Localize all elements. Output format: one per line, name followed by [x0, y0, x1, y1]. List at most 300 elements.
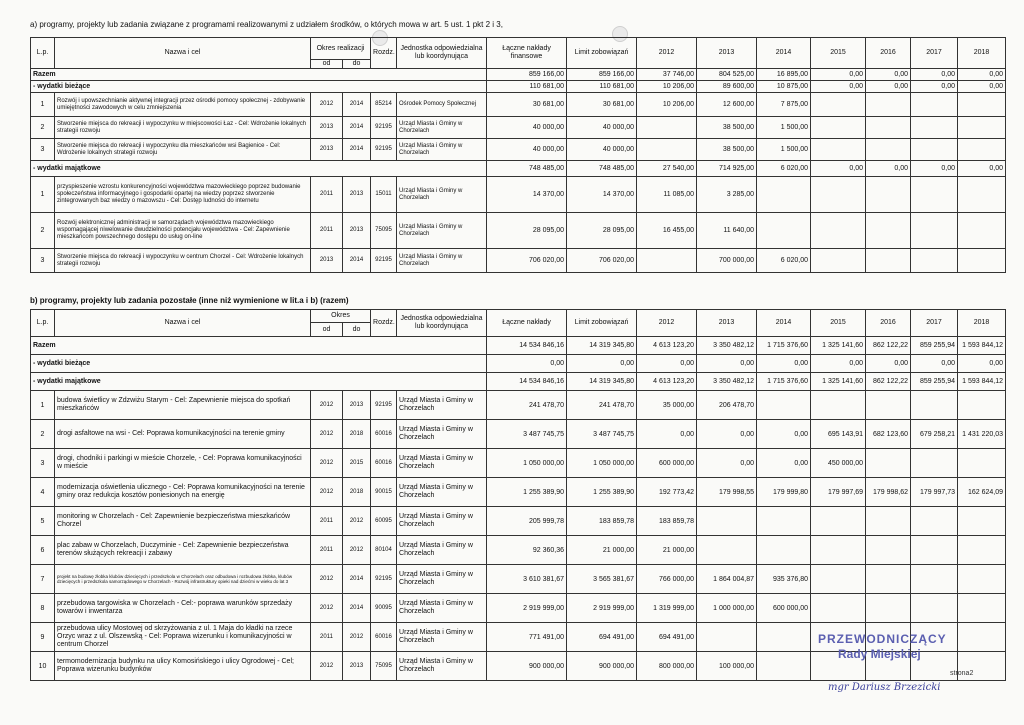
year-cell: 0,00 — [866, 69, 911, 81]
row-number: 3 — [31, 139, 55, 161]
project-name: plac zabaw w Chorzelach, Duczyminie - Cel: Zapewnienie bezpieczeństwa terenów służących rekreacji i zabawy — [55, 536, 311, 565]
year-cell: 4 613 123,20 — [637, 337, 697, 355]
total-cell: 859 166,00 — [487, 69, 567, 81]
limit-cell: 28 095,00 — [567, 213, 637, 249]
summary-label: - wydatki majątkowe — [31, 161, 487, 177]
header-year: 2018 — [958, 38, 1006, 69]
year-cell: 0,00 — [911, 355, 958, 373]
year-cell: 7 875,00 — [757, 93, 811, 117]
end-year: 2014 — [343, 594, 371, 623]
header-year: 2017 — [911, 310, 958, 337]
year-cell — [811, 594, 866, 623]
end-year: 2014 — [343, 249, 371, 273]
total-cell: 241 478,70 — [487, 391, 567, 420]
total-cell: 92 360,36 — [487, 536, 567, 565]
year-cell — [958, 594, 1006, 623]
year-cell: 10 875,00 — [757, 81, 811, 93]
year-cell — [911, 93, 958, 117]
header-year: 2014 — [757, 310, 811, 337]
year-cell — [958, 139, 1006, 161]
summary-label: Razem — [31, 69, 487, 81]
year-cell: 38 500,00 — [697, 117, 757, 139]
year-cell: 1 431 220,03 — [958, 420, 1006, 449]
summary-row — [31, 373, 1006, 391]
year-cell: 682 123,60 — [866, 420, 911, 449]
start-year: 2012 — [311, 391, 343, 420]
limit-cell: 183 859,78 — [567, 507, 637, 536]
start-year: 2012 — [311, 449, 343, 478]
year-cell — [866, 93, 911, 117]
header-lp: L.p. — [31, 38, 55, 69]
responsible-unit: Urząd Miasta i Gminy w Chorzelach — [397, 652, 487, 681]
chapter-code: 15011 — [371, 177, 397, 213]
year-cell — [958, 249, 1006, 273]
year-cell: 179 998,55 — [697, 478, 757, 507]
limit-cell: 748 485,00 — [567, 161, 637, 177]
responsible-unit: Urząd Miasta i Gminy w Chorzelach — [397, 478, 487, 507]
year-cell — [958, 93, 1006, 117]
year-cell: 1 715 376,60 — [757, 373, 811, 391]
chapter-code: 80104 — [371, 536, 397, 565]
total-cell: 14 534 846,16 — [487, 373, 567, 391]
stamp-line-2: Rady Miejskiej — [838, 647, 921, 661]
table-row — [31, 420, 1006, 449]
row-number: 3 — [31, 449, 55, 478]
total-cell: 748 485,00 — [487, 161, 567, 177]
table-section-a — [30, 37, 1006, 273]
year-cell — [757, 507, 811, 536]
header-nazwa: Nazwa i cel — [55, 310, 311, 337]
summary-row — [31, 355, 1006, 373]
year-cell: 700 000,00 — [697, 249, 757, 273]
total-cell: 14 370,00 — [487, 177, 567, 213]
total-cell: 771 491,00 — [487, 623, 567, 652]
project-name: Rozwój elektronicznej administracji w samorządach województwa mazowieckiego wspomagającej niwelowanie dwudzielności potencjału województwa - Cel: Zapewnienie mieszkańcom powszechnego dostępu do usług on-line — [55, 213, 311, 249]
end-year: 2018 — [343, 478, 371, 507]
row-number: 1 — [31, 177, 55, 213]
year-cell: 0,00 — [958, 81, 1006, 93]
year-cell: 1 715 376,60 — [757, 337, 811, 355]
header-laczne: Łączne nakłady — [487, 310, 567, 337]
chapter-code: 92195 — [371, 249, 397, 273]
summary-label: Razem — [31, 337, 487, 355]
limit-cell: 40 000,00 — [567, 117, 637, 139]
project-name: Stworzenie miejsca do rekreacji i wypoczynku w centrum Chorzel - Cel: Wdrożenie lokalnych strategii rozwoju — [55, 249, 311, 273]
year-cell: 6 020,00 — [757, 161, 811, 177]
limit-cell: 110 681,00 — [567, 81, 637, 93]
responsible-unit: Urząd Miasta i Gminy w Chorzelach — [397, 507, 487, 536]
header-year: 2018 — [958, 310, 1006, 337]
year-cell: 862 122,22 — [866, 337, 911, 355]
year-cell — [811, 117, 866, 139]
year-cell: 0,00 — [637, 420, 697, 449]
year-cell — [757, 177, 811, 213]
year-cell — [866, 594, 911, 623]
section-a-title: a) programy, projekty lub zadania związane z programami realizowanymi z udziałem środków, o których mowa w art. 5 ust. 1 pkt 2 i 3, — [30, 20, 503, 29]
row-number: 2 — [31, 420, 55, 449]
year-cell: 0,00 — [958, 69, 1006, 81]
responsible-unit: Urząd Miasta i Gminy w Chorzelach — [397, 536, 487, 565]
total-cell: 1 255 389,90 — [487, 478, 567, 507]
limit-cell: 21 000,00 — [567, 536, 637, 565]
page-number: strona2 — [950, 670, 974, 677]
project-name: monitoring w Chorzelach - Cel: Zapewnienie bezpieczeństwa mieszkańców Chorzel — [55, 507, 311, 536]
header-year: 2014 — [757, 38, 811, 69]
year-cell: 12 600,00 — [697, 93, 757, 117]
year-cell: 38 500,00 — [697, 139, 757, 161]
year-cell: 179 997,73 — [911, 478, 958, 507]
year-cell — [811, 391, 866, 420]
header-do: do — [343, 323, 371, 337]
stamp-line-1: PRZEWODNICZĄCY — [818, 632, 947, 646]
year-cell — [911, 213, 958, 249]
total-cell: 2 919 999,00 — [487, 594, 567, 623]
year-cell: 1 325 141,60 — [811, 337, 866, 355]
year-cell: 1 500,00 — [757, 117, 811, 139]
year-cell: 0,00 — [811, 355, 866, 373]
row-number: 3 — [31, 249, 55, 273]
row-number: 7 — [31, 565, 55, 594]
year-cell — [866, 536, 911, 565]
year-cell — [911, 449, 958, 478]
responsible-unit: Ośrodek Pomocy Społecznej — [397, 93, 487, 117]
year-cell: 0,00 — [637, 355, 697, 373]
responsible-unit: Urząd Miasta i Gminy w Chorzelach — [397, 139, 487, 161]
project-name: drogi, chodniki i parkingi w mieście Chorzele, - Cel: Poprawa komunikacyjności w mieście — [55, 449, 311, 478]
table-row — [31, 177, 1006, 213]
chapter-code: 60016 — [371, 623, 397, 652]
limit-cell: 14 319 345,80 — [567, 373, 637, 391]
header-jednostka: Jednostka odpowiedzialna lub koordynująca — [397, 310, 487, 337]
chapter-code: 92195 — [371, 139, 397, 161]
year-cell: 935 376,80 — [757, 565, 811, 594]
year-cell — [866, 391, 911, 420]
responsible-unit: Urząd Miasta i Gminy w Chorzelach — [397, 623, 487, 652]
end-year: 2012 — [343, 623, 371, 652]
row-number: 5 — [31, 507, 55, 536]
limit-cell: 14 319 345,80 — [567, 337, 637, 355]
year-cell: 862 122,22 — [866, 373, 911, 391]
summary-row — [31, 337, 1006, 355]
end-year: 2014 — [343, 117, 371, 139]
table-row — [31, 391, 1006, 420]
chapter-code: 75095 — [371, 652, 397, 681]
limit-cell: 2 919 999,00 — [567, 594, 637, 623]
year-cell — [958, 449, 1006, 478]
project-name: budowa świetlicy w Zdzwiżu Starym - Cel: Zapewnienie miejsca do spotkań mieszkańców — [55, 391, 311, 420]
project-name: Stworzenie miejsca do rekreacji i wypoczynku dla mieszkańców wsi Bagienice - Cel: Wdrożenie lokalnych strategii rozwoju — [55, 139, 311, 161]
header-year: 2013 — [697, 310, 757, 337]
year-cell — [958, 536, 1006, 565]
year-cell: 0,00 — [757, 449, 811, 478]
year-cell: 11 085,00 — [637, 177, 697, 213]
header-rozdz: Rozdz. — [371, 38, 397, 69]
year-cell — [958, 213, 1006, 249]
total-cell: 110 681,00 — [487, 81, 567, 93]
limit-cell: 0,00 — [567, 355, 637, 373]
year-cell — [911, 117, 958, 139]
year-cell — [911, 391, 958, 420]
chapter-code: 92195 — [371, 565, 397, 594]
year-cell: 21 000,00 — [637, 536, 697, 565]
project-name: przyspieszenie wzrostu konkurencyjności województwa mazowieckiego poprzez budowanie społeczeństwa informacyjnego i gospodarki opartej na wiedzy poprzez stworzenie zintegrowanych baz wiedzy o mazowszu - Cel: Dostęp ludności do internetu — [55, 177, 311, 213]
year-cell: 679 258,21 — [911, 420, 958, 449]
total-cell: 14 534 846,16 — [487, 337, 567, 355]
year-cell — [911, 507, 958, 536]
table-row — [31, 565, 1006, 594]
year-cell: 3 350 482,12 — [697, 373, 757, 391]
year-cell: 600 000,00 — [637, 449, 697, 478]
header-rozdz: Rozdz. — [371, 310, 397, 337]
year-cell: 1 000 000,00 — [697, 594, 757, 623]
year-cell: 0,00 — [866, 161, 911, 177]
table-row — [31, 117, 1006, 139]
project-name: przebudowa targowiska w Chorzelach - Cel:- poprawa warunków sprzedaży towarów i inwentarza — [55, 594, 311, 623]
responsible-unit: Urząd Miasta i Gminy w Chorzelach — [397, 449, 487, 478]
start-year: 2013 — [311, 249, 343, 273]
responsible-unit: Urząd Miasta i Gminy w Chorzelach — [397, 213, 487, 249]
year-cell: 0,00 — [958, 355, 1006, 373]
year-cell — [911, 536, 958, 565]
year-cell: 16 455,00 — [637, 213, 697, 249]
limit-cell: 40 000,00 — [567, 139, 637, 161]
project-name: drogi asfaltowe na wsi - Cel: Poprawa komunikacyjności na terenie gminy — [55, 420, 311, 449]
year-cell: 162 624,09 — [958, 478, 1006, 507]
year-cell: 10 206,00 — [637, 93, 697, 117]
header-od: od — [311, 60, 343, 69]
header-year: 2017 — [911, 38, 958, 69]
year-cell: 0,00 — [757, 420, 811, 449]
total-cell: 3 610 381,67 — [487, 565, 567, 594]
total-cell: 0,00 — [487, 355, 567, 373]
year-cell — [911, 177, 958, 213]
limit-cell: 3 565 381,67 — [567, 565, 637, 594]
summary-label: - wydatki bieżące — [31, 81, 487, 93]
header-year: 2016 — [866, 310, 911, 337]
start-year: 2012 — [311, 93, 343, 117]
limit-cell: 1 050 000,00 — [567, 449, 637, 478]
total-cell: 40 000,00 — [487, 139, 567, 161]
year-cell — [866, 139, 911, 161]
year-cell: 3 285,00 — [697, 177, 757, 213]
table-row — [31, 594, 1006, 623]
year-cell — [911, 594, 958, 623]
start-year: 2012 — [311, 565, 343, 594]
chapter-code: 85214 — [371, 93, 397, 117]
summary-row — [31, 81, 1006, 93]
year-cell — [811, 139, 866, 161]
year-cell: 1 325 141,60 — [811, 373, 866, 391]
year-cell: 1 500,00 — [757, 139, 811, 161]
row-number: 4 — [31, 478, 55, 507]
year-cell: 4 613 123,20 — [637, 373, 697, 391]
table-row — [31, 478, 1006, 507]
year-cell — [637, 117, 697, 139]
header-year: 2012 — [637, 38, 697, 69]
chapter-code: 90095 — [371, 594, 397, 623]
total-cell: 40 000,00 — [487, 117, 567, 139]
header-year: 2013 — [697, 38, 757, 69]
responsible-unit: Urząd Miasta i Gminy w Chorzelach — [397, 177, 487, 213]
header-od: od — [311, 323, 343, 337]
year-cell: 450 000,00 — [811, 449, 866, 478]
header-limit: Limit zobowiązań — [567, 38, 637, 69]
year-cell: 859 255,94 — [911, 373, 958, 391]
signature: mgr Dariusz Brzezicki — [828, 682, 941, 693]
year-cell: 0,00 — [697, 449, 757, 478]
responsible-unit: Urząd Miasta i Gminy w Chorzelach — [397, 565, 487, 594]
official-stamp — [808, 632, 968, 702]
limit-cell: 694 491,00 — [567, 623, 637, 652]
year-cell: 179 998,62 — [866, 478, 911, 507]
project-name: modernizacja oświetlenia ulicznego - Cel: Poprawa komunikacyjności na terenie gminy oraz redukcja kosztów poniesionych na energię — [55, 478, 311, 507]
chapter-code: 60016 — [371, 420, 397, 449]
summary-row — [31, 69, 1006, 81]
end-year: 2014 — [343, 565, 371, 594]
year-cell — [911, 139, 958, 161]
year-cell: 600 000,00 — [757, 594, 811, 623]
row-number: 1 — [31, 93, 55, 117]
responsible-unit: Urząd Miasta i Gminy w Chorzelach — [397, 249, 487, 273]
chapter-code: 92195 — [371, 391, 397, 420]
year-cell: 16 895,00 — [757, 69, 811, 81]
year-cell — [958, 117, 1006, 139]
table-section-b — [30, 309, 1006, 681]
year-cell: 0,00 — [697, 355, 757, 373]
year-cell — [697, 623, 757, 652]
start-year: 2011 — [311, 507, 343, 536]
limit-cell: 1 255 389,90 — [567, 478, 637, 507]
year-cell — [811, 507, 866, 536]
start-year: 2011 — [311, 177, 343, 213]
total-cell: 706 020,00 — [487, 249, 567, 273]
year-cell — [757, 213, 811, 249]
responsible-unit: Urząd Miasta i Gminy w Chorzelach — [397, 117, 487, 139]
year-cell — [866, 507, 911, 536]
year-cell: 183 859,78 — [637, 507, 697, 536]
year-cell — [757, 623, 811, 652]
table-row — [31, 507, 1006, 536]
year-cell: 0,00 — [911, 161, 958, 177]
end-year: 2014 — [343, 93, 371, 117]
year-cell — [637, 249, 697, 273]
end-year: 2013 — [343, 652, 371, 681]
total-cell: 28 095,00 — [487, 213, 567, 249]
header-year: 2012 — [637, 310, 697, 337]
limit-cell: 706 020,00 — [567, 249, 637, 273]
chapter-code: 92195 — [371, 117, 397, 139]
limit-cell: 3 487 745,75 — [567, 420, 637, 449]
start-year: 2011 — [311, 213, 343, 249]
year-cell: 37 746,00 — [637, 69, 697, 81]
year-cell: 0,00 — [697, 420, 757, 449]
year-cell: 0,00 — [911, 81, 958, 93]
table-row — [31, 93, 1006, 117]
year-cell — [958, 177, 1006, 213]
year-cell: 89 600,00 — [697, 81, 757, 93]
limit-cell: 14 370,00 — [567, 177, 637, 213]
year-cell — [811, 213, 866, 249]
year-cell: 0,00 — [811, 81, 866, 93]
year-cell: 27 540,00 — [637, 161, 697, 177]
end-year: 2012 — [343, 507, 371, 536]
summary-label: - wydatki bieżące — [31, 355, 487, 373]
year-cell: 6 020,00 — [757, 249, 811, 273]
year-cell: 859 255,94 — [911, 337, 958, 355]
header-lp: L.p. — [31, 310, 55, 337]
year-cell: 179 997,69 — [811, 478, 866, 507]
year-cell — [811, 249, 866, 273]
year-cell: 100 000,00 — [697, 652, 757, 681]
project-name: przebudowa ulicy Mostowej od skrzyżowania z ul. 1 Maja do kładki na rzece Orzyc wraz z ul. Olszewską - Cel: Poprawa wizerunku i komunikacyjności w centrum Chorzel — [55, 623, 311, 652]
start-year: 2012 — [311, 594, 343, 623]
year-cell — [866, 213, 911, 249]
start-year: 2012 — [311, 420, 343, 449]
year-cell: 800 000,00 — [637, 652, 697, 681]
header-laczne: Łączne nakłady finansowe — [487, 38, 567, 69]
limit-cell: 859 166,00 — [567, 69, 637, 81]
summary-row — [31, 161, 1006, 177]
row-number: 10 — [31, 652, 55, 681]
responsible-unit: Urząd Miasta i Gminy w Chorzelach — [397, 594, 487, 623]
year-cell: 694 491,00 — [637, 623, 697, 652]
end-year: 2013 — [343, 391, 371, 420]
year-cell — [637, 139, 697, 161]
header-year: 2015 — [811, 310, 866, 337]
table-row — [31, 213, 1006, 249]
year-cell — [958, 565, 1006, 594]
start-year: 2013 — [311, 117, 343, 139]
year-cell: 206 478,70 — [697, 391, 757, 420]
year-cell: 0,00 — [866, 81, 911, 93]
year-cell: 1 319 999,00 — [637, 594, 697, 623]
chapter-code: 75095 — [371, 213, 397, 249]
year-cell: 10 206,00 — [637, 81, 697, 93]
chapter-code: 90015 — [371, 478, 397, 507]
year-cell — [757, 652, 811, 681]
header-okres: Okres realizacji — [311, 38, 371, 60]
project-name: Rozwój i upowszechnianie aktywnej integracji przez ośrodki pomocy społecznej - zdobywanie umiejętności zawodowych w celu zmniejszenia — [55, 93, 311, 117]
year-cell — [866, 117, 911, 139]
limit-cell: 241 478,70 — [567, 391, 637, 420]
year-cell — [866, 565, 911, 594]
header-do: do — [343, 60, 371, 69]
total-cell: 1 050 000,00 — [487, 449, 567, 478]
end-year: 2018 — [343, 420, 371, 449]
year-cell: 11 640,00 — [697, 213, 757, 249]
header-jednostka: Jednostka odpowiedzialna lub koordynująca — [397, 38, 487, 69]
year-cell — [958, 391, 1006, 420]
year-cell: 714 925,00 — [697, 161, 757, 177]
total-cell: 30 681,00 — [487, 93, 567, 117]
year-cell: 1 864 004,87 — [697, 565, 757, 594]
limit-cell: 30 681,00 — [567, 93, 637, 117]
year-cell: 1 593 844,12 — [958, 337, 1006, 355]
year-cell: 0,00 — [911, 69, 958, 81]
header-nazwa: Nazwa i cel — [55, 38, 311, 69]
total-cell: 205 999,78 — [487, 507, 567, 536]
year-cell: 192 773,42 — [637, 478, 697, 507]
year-cell — [958, 507, 1006, 536]
end-year: 2012 — [343, 536, 371, 565]
year-cell — [811, 177, 866, 213]
year-cell — [911, 565, 958, 594]
start-year: 2012 — [311, 652, 343, 681]
header-okres: Okres — [311, 310, 371, 323]
chapter-code: 60095 — [371, 507, 397, 536]
summary-label: - wydatki majątkowe — [31, 373, 487, 391]
end-year: 2013 — [343, 213, 371, 249]
